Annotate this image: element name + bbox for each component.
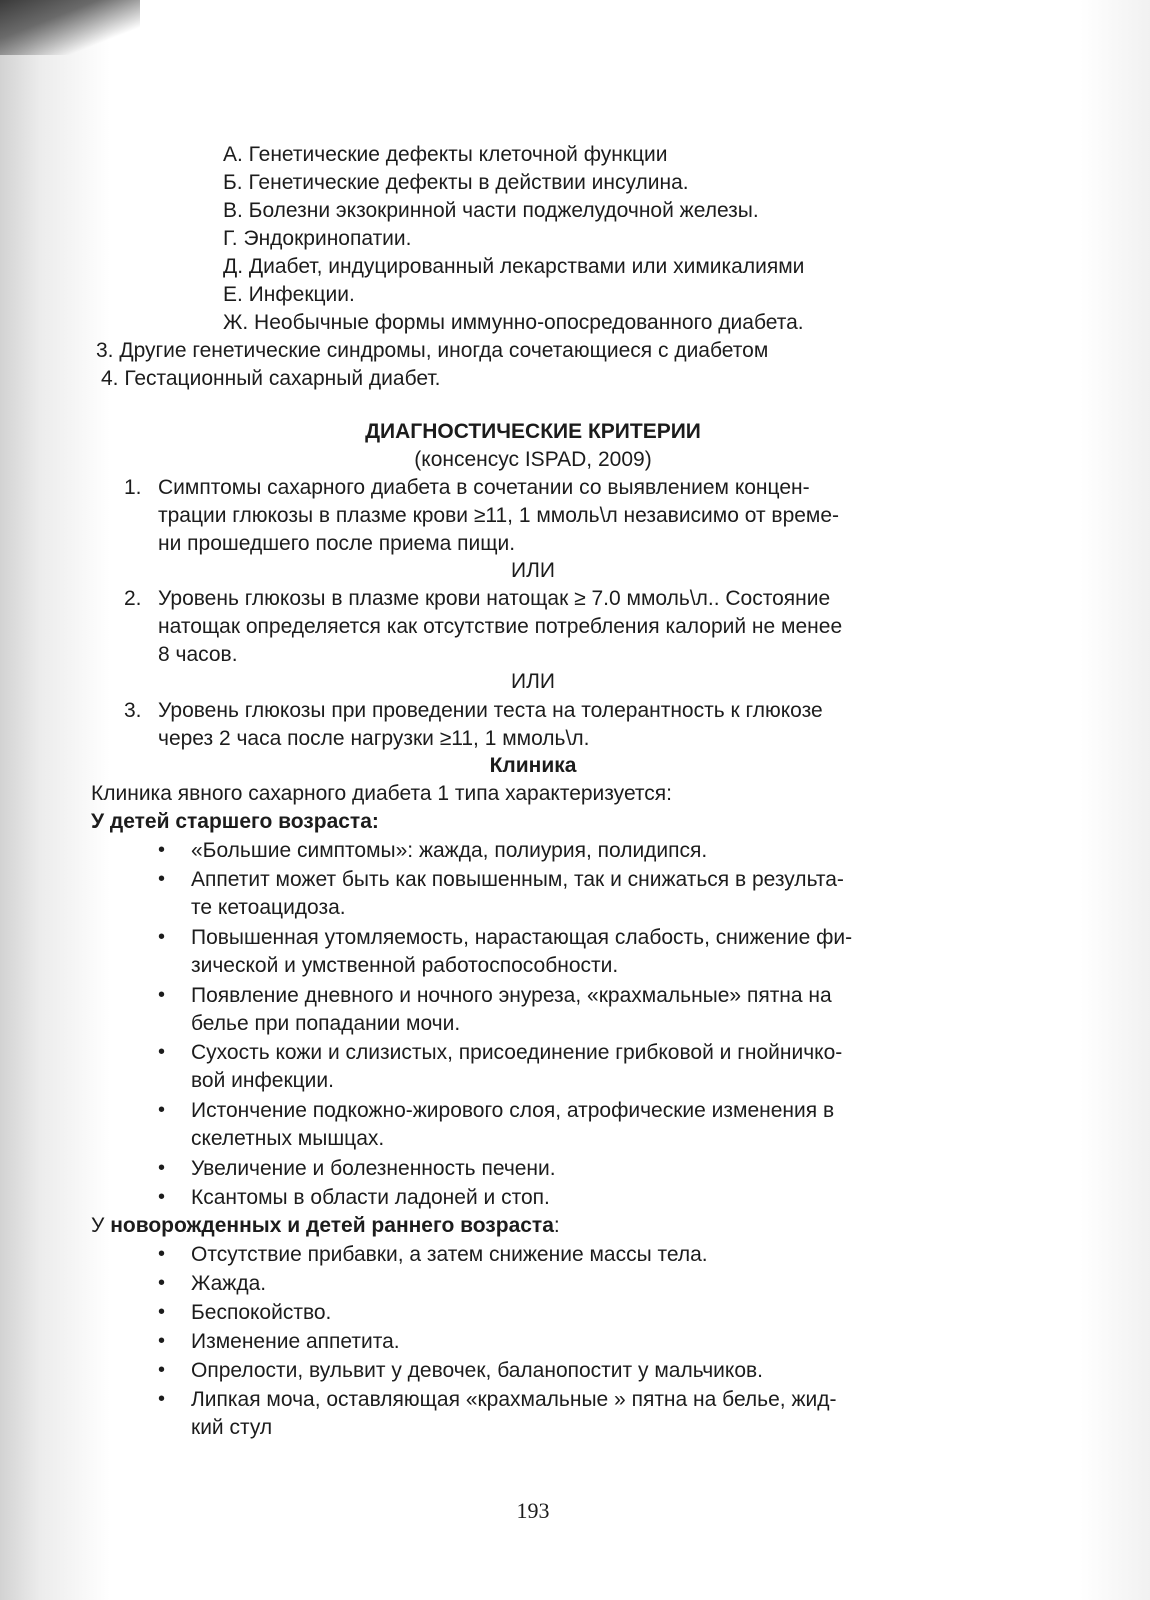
symptom-line: Ксантомы в области ладоней и стоп. (191, 1186, 550, 1209)
infant-heading-bold: новорожденных и детей раннего возраста (110, 1214, 554, 1237)
criteria-line: через 2 часа после нагрузки ≥11, 1 ммоль\л. (158, 727, 590, 750)
criteria-line: трации глюкозы в плазме крови ≥11, 1 ммоль\л независимо от време- (158, 504, 840, 527)
clinic-heading: Клиника (489, 754, 577, 777)
bullet: • (158, 1041, 166, 1063)
older-children-heading: У детей старшего возраста: (91, 810, 379, 833)
symptom-line: Беспокойство. (191, 1301, 332, 1324)
bullet: • (158, 1243, 166, 1265)
symptom-line: Изменение аппетита. (191, 1330, 400, 1353)
other-type-item: 4. Гестационный сахарный диабет. (101, 367, 441, 390)
symptom-line: Появление дневного и ночного энуреза, «крахмальные» пятна на (191, 984, 832, 1007)
bullet: • (158, 1388, 166, 1410)
classification-item: Е. Инфекции. (223, 283, 355, 306)
symptom-line: Сухость кожи и слизистых, присоединение грибковой и гнойничко- (191, 1041, 843, 1064)
infant-heading (91, 1212, 560, 1239)
criteria-subheading: (консенсус ISPAD, 2009) (414, 448, 652, 471)
classification-item: Д. Диабет, индуцированный лекарствами или химикалиями (223, 255, 805, 278)
bullet: • (158, 984, 166, 1006)
symptom-line: вой инфекции. (191, 1069, 334, 1092)
symptom-line: Истончение подкожно-жирового слоя, атрофические изменения в (191, 1099, 835, 1122)
symptom-line: Увеличение и болезненность печени. (191, 1157, 556, 1180)
page-number: 193 (516, 1498, 550, 1523)
bullet: • (158, 839, 166, 861)
bullet: • (158, 1186, 166, 1208)
bullet: • (158, 868, 166, 890)
bullet: • (158, 1330, 166, 1352)
criteria-number: 3. (124, 699, 142, 722)
classification-item: В. Болезни экзокринной части поджелудочной железы. (223, 199, 759, 222)
or-separator: ИЛИ (511, 670, 555, 693)
criteria-line: 8 часов. (158, 643, 238, 666)
bullet: • (158, 1099, 166, 1121)
criteria-line: Симптомы сахарного диабета в сочетании со выявлением концен- (158, 476, 810, 499)
symptom-line: скелетных мышцах. (191, 1127, 385, 1150)
bullet: • (158, 1272, 166, 1294)
classification-item: Ж. Необычные формы иммунно-опосредованного диабета. (223, 311, 804, 334)
criteria-number: 1. (124, 476, 142, 499)
classification-item: Б. Генетические дефекты в действии инсулина. (223, 171, 689, 194)
criteria-line: Уровень глюкозы в плазме крови натощак ≥ 7.0 ммоль\л.. Состояние (158, 587, 831, 610)
symptom-line: Отсутствие прибавки, а затем снижение массы тела. (191, 1243, 708, 1266)
symptom-line: «Большие симптомы»: жажда, полиурия, полидипся. (191, 839, 708, 862)
symptom-line: Повышенная утомляемость, нарастающая слабость, снижение фи- (191, 926, 853, 949)
criteria-line: ни прошедшего после приема пищи. (158, 532, 516, 555)
infant-heading-suffix: : (553, 1214, 560, 1237)
symptom-line: Жажда. (191, 1272, 267, 1295)
symptom-line: Опрелости, вульвит у девочек, баланопостит у мальчиков. (191, 1359, 763, 1382)
clinic-intro: Клиника явного сахарного диабета 1 типа характеризуется: (91, 782, 673, 805)
symptom-line: кий стул (191, 1416, 273, 1439)
symptom-line: зической и умственной работоспособности. (191, 954, 619, 977)
infant-heading-prefix: У (91, 1214, 111, 1237)
bullet: • (158, 926, 166, 948)
symptom-line: Липкая моча, оставляющая «крахмальные » пятна на белье, жид- (191, 1388, 837, 1411)
bullet: • (158, 1359, 166, 1381)
criteria-heading: ДИАГНОСТИЧЕСКИЕ КРИТЕРИИ (365, 420, 701, 443)
symptom-line: белье при попадании мочи. (191, 1012, 461, 1035)
symptom-line: Аппетит может быть как повышенным, так и снижаться в результа- (191, 868, 844, 891)
bullet: • (158, 1301, 166, 1323)
classification-item: А. Генетические дефекты клеточной функции (223, 143, 668, 166)
or-separator: ИЛИ (511, 559, 555, 582)
criteria-number: 2. (124, 587, 142, 610)
symptom-line: те кетоацидоза. (191, 896, 346, 919)
classification-item: Г. Эндокринопатии. (223, 227, 412, 250)
bullet: • (158, 1157, 166, 1179)
criteria-line: Уровень глюкозы при проведении теста на толерантность к глюкозе (158, 699, 823, 722)
criteria-line: натощак определяется как отсутствие потребления калорий не менее (158, 615, 843, 638)
other-type-item: 3. Другие генетические синдромы, иногда сочетающиеся с диабетом (96, 339, 769, 362)
